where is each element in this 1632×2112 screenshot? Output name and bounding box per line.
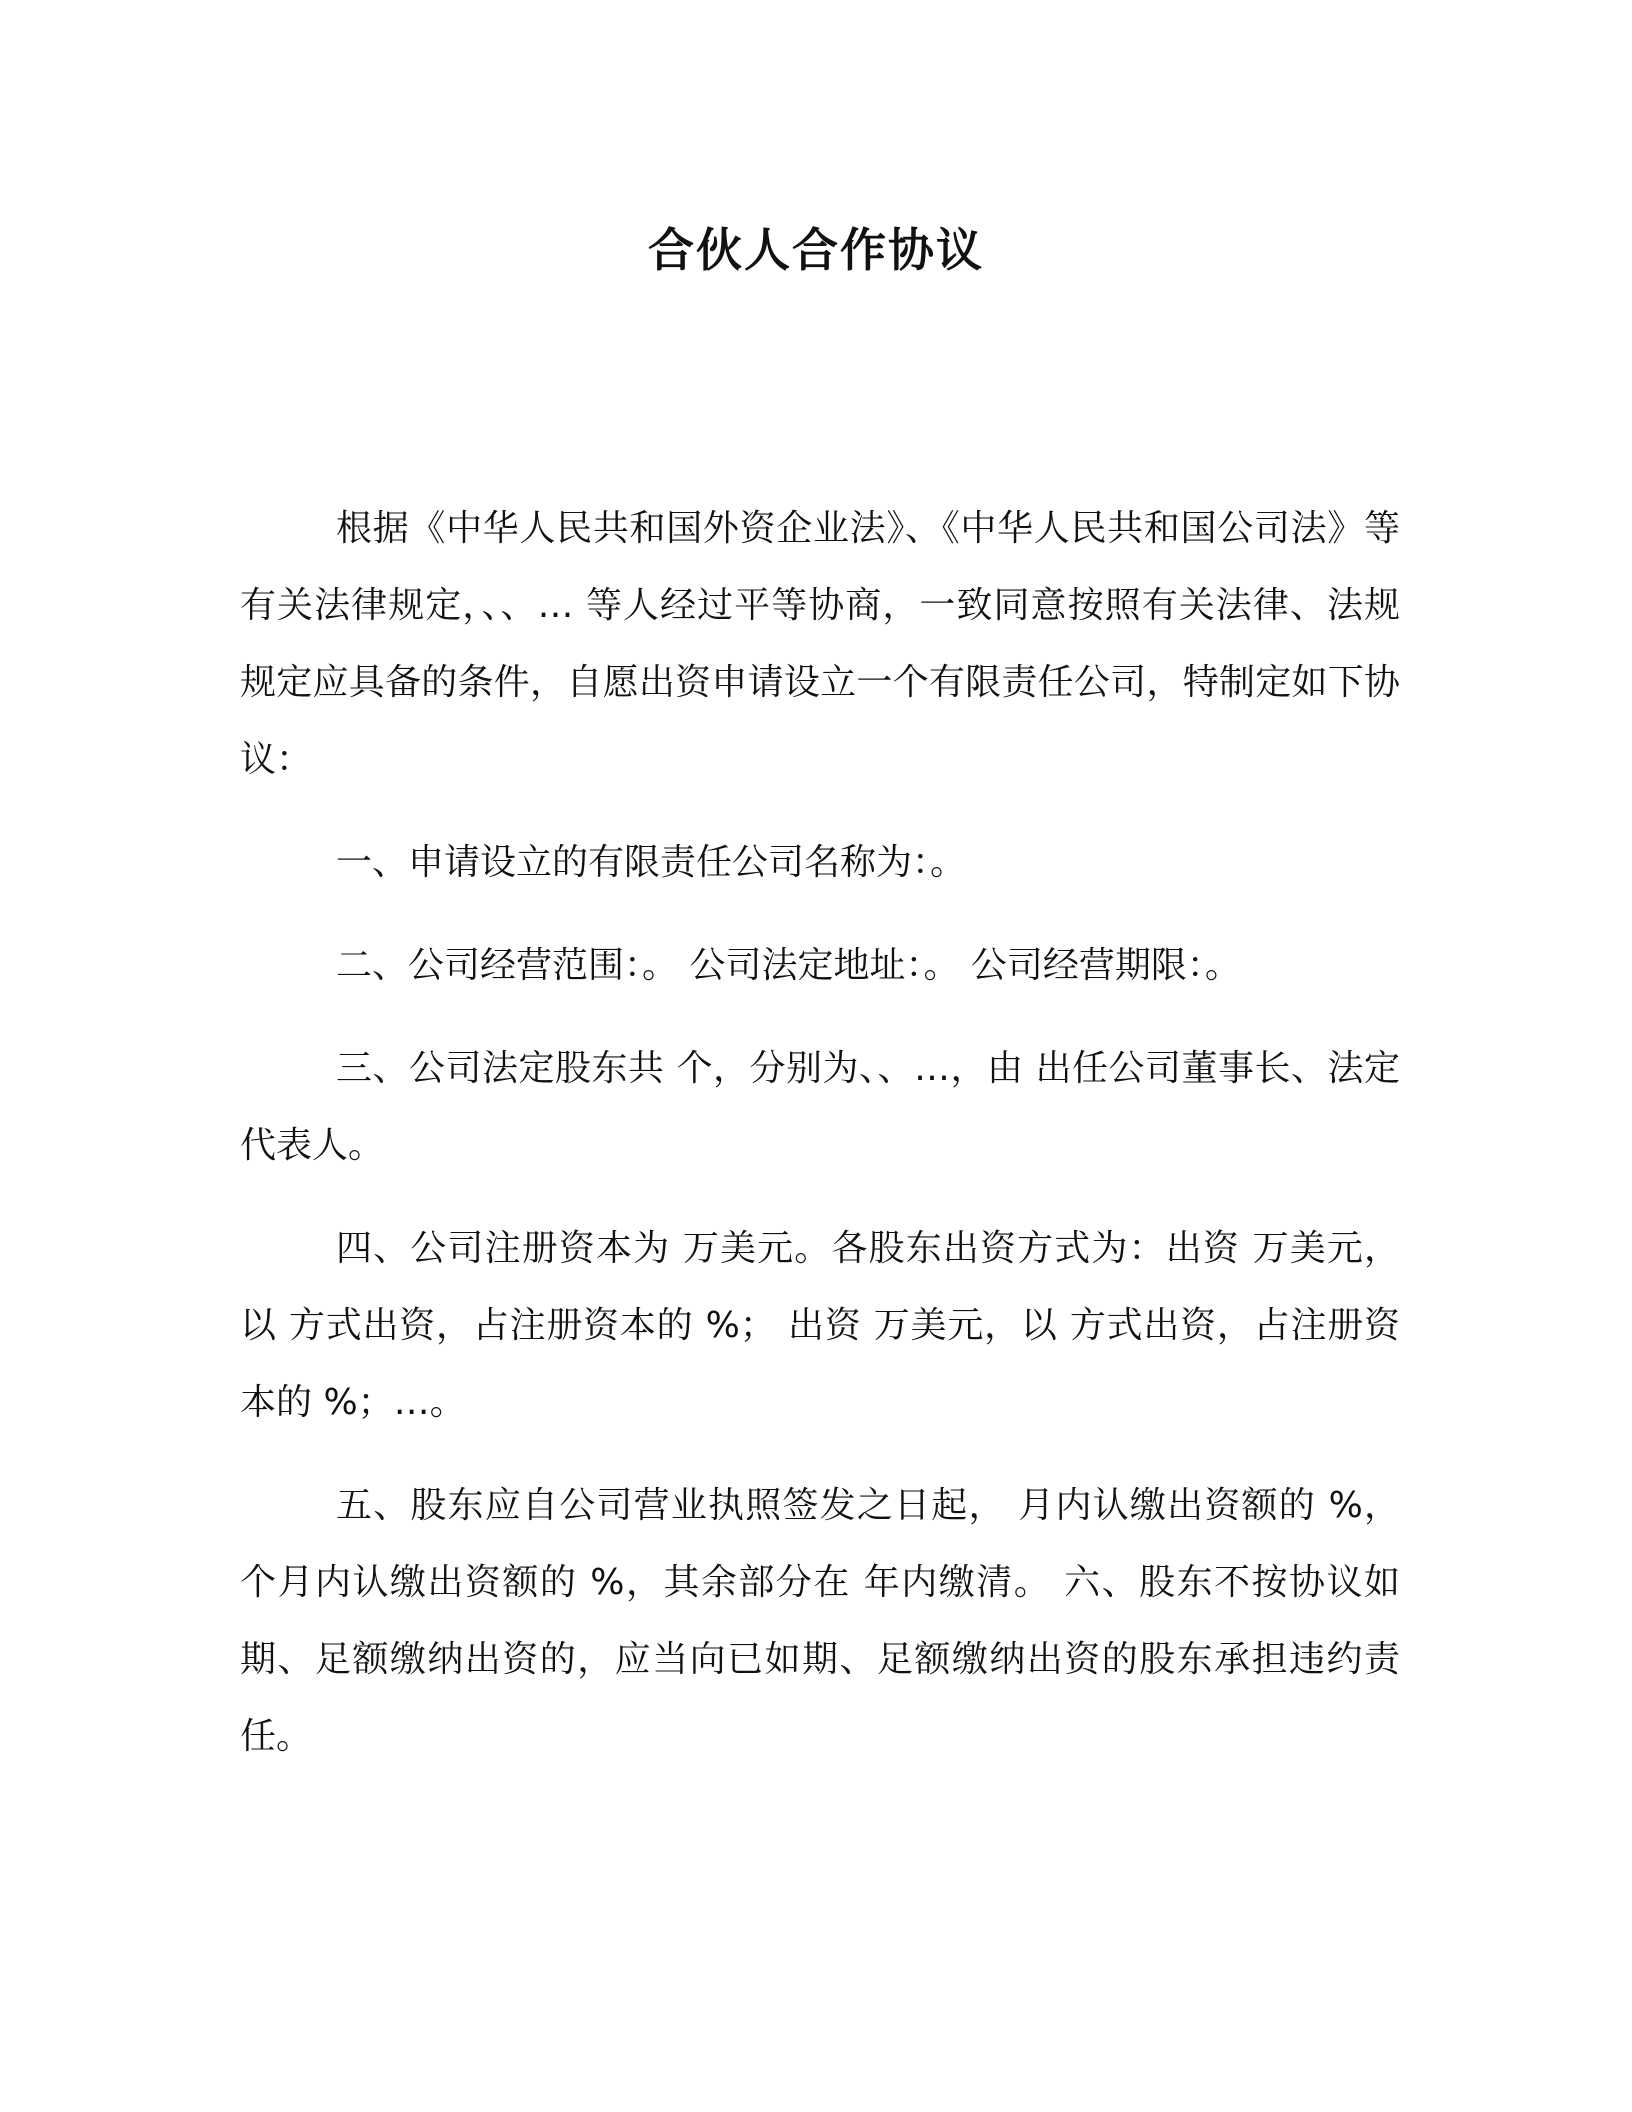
paragraph-preamble: 根据《中华人民共和国外资企业法》、《中华人民共和国公司法》等有关法律规定，、、… 等人经过平等协商，一致同意按照有关法律、法规规定应具备的条件，自愿出资申请设立一个有限责任公司，特制定如下协议：: [240, 508, 1400, 780]
paragraph-clause-1: 一、申请设立的有限责任公司名称为：。: [336, 842, 967, 883]
paragraph-clause-3: 三、公司法定股东共 个，分别为、、…，由 出任公司董事长、法定代表人。: [240, 1048, 1400, 1166]
paragraph-clause-4: 四、公司注册资本为 万美元。各股东出资方式为：出资 万美元，以 方式出资，占注册资本的 %； 出资 万美元，以 方式出资，占注册资本的 %；…。: [240, 1228, 1400, 1423]
paragraph-clause-2: 二、公司经营范围：。 公司法定地址：。 公司经营期限：。: [336, 945, 1241, 986]
paragraph-clause-5-6: 五、股东应自公司营业执照签发之日起， 月内认缴出资额的 %， 个月内认缴出资额的 %，其余部分在 年内缴清。 六、股东不按协议如期、足额缴纳出资的，应当向已如期、足额缴纳出资的股东承担违约责任。: [240, 1485, 1400, 1757]
document-body: [240, 490, 1400, 1775]
document-title: 合伙人合作协议: [648, 223, 984, 277]
